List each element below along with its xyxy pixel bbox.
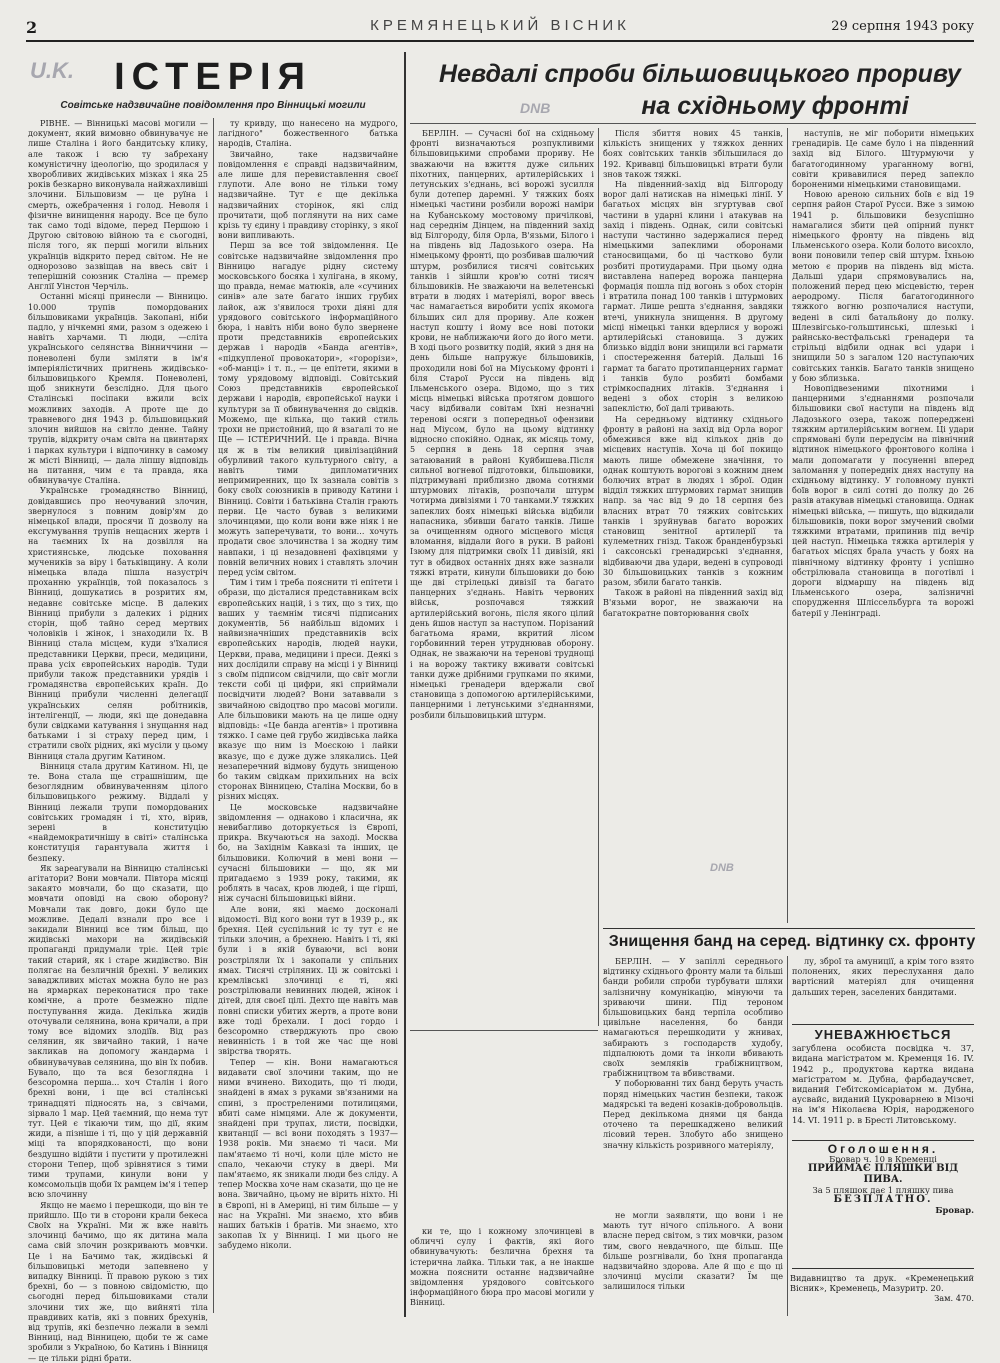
imprint-text: Видавництво та друк. «Кременецький Вісник», Кременець, Мазуритр. 20. <box>790 1273 974 1293</box>
istoria-title: ІСТЕРІЯ <box>114 56 312 98</box>
front-column-3 <box>792 128 974 923</box>
paragraph: Новопідвезеними піхотними і панцерними з'єднаннями розпочали більшовики свої наступи на південь від Ладозького озера, також попереджені тяжким артилерійським вогнем. Ці удари спрямовані були передусім на північний відтинок німецького фронтового коліна і мали допомагати у посуненні вперед заломання у попередніх днях наступу на східньому відтинку. У головному пункті боїв ворог в силі сотні до полку до 26 разів атакував німецькі становища. Однак німецькі війська, — пишуть, що відкидали більшовиків, поки ворог змучений своїми тяжкими втратами, припинив під вечір цей наступ. Німецька тяжка артилерія у багатьох місцях брала участь у боях на північному відтинку фронту і успішно обстрілювала становища в поготівлі і дороги відмаршу на південь від Ільменського озера, залізничні спорудження Шліссельбурга та ворожі батерії у Ленінграді. <box>792 383 974 618</box>
brewery-ad <box>792 1144 974 1254</box>
paragraph: У поборюванні тих банд беруть участь поряд німецьких частин безпеки, також мадярські та ведені козаків-добровольців. Перед декількома днями ця банда оточено та перешкаджено великий лісовий терен. Злобуто або знищено значну кількість розривного матеріялу, <box>603 1078 783 1150</box>
paragraph: Звичайно, таке надзвичайне повідомлення є справді надзвичайним, але лише для перевиставлення своєї глупоти. Але воно не тільки тому надзвичайне. Тут є ще декілька надзвичайних сторінок, які слід прочитати, щоб поглянути на них саме крізь ту єдину і правдиву сторінку, з якої вони випливають. <box>218 148 398 241</box>
paragraph: Новою ареною сильних боїв є від 19 серпня район Старої Русси. Вже з зимою 1941 р. більшовики безуспішно намагалися збити цей опірний пункт німецького фронту на південь від Ільменського озера. Коли болото висохло, вони поновили тепер свій штурм. Їхньою метою є прорив на південь від міста. Дальші удари спрямовувались на, положений перед цею місцевістю, терен аеродрому. Після багатогодинного тяжкого вогню розпочалися наступи, ведені в силі батальйону до полку. Шлезвігсько-гольштинські, шлезькі і райнсько-вестфальські гренадери та стрільці відбили однак всі удари і знищили 50 з загалом 120 наступаючих совітських танків. Багато танків знищено у бою зблизька. <box>792 189 974 383</box>
notice-rule <box>792 1024 974 1025</box>
bands-article-title: Знищення банд на серед. відтинку сх. фронту <box>608 933 976 950</box>
paragraph: Як зареагували на Вінницю сталінські агітатори? Вони мовчали. Півтора місяці закаято мовчали, бо що сказати, що мовчати оповіді на свою оборону? Мовчали так довго, доки було ще можливе. Дедалі взнали про все і закидали Вінниці все тим більш, що жидівські махори на жидівській пропаганді придумали тріє. Цей тріє такий старий, як і старе жидівство. Він полягає на безличній брехні. У великих заваджливих містах можна було не раз на ярмарках переконатися про таке комічне, а проте безмежно підле поступування жида. Декілька жидів оточували селянина, вона кричали, а при тому все відомих злодіїв. Від раз селянин, як звичайно такий, і наче закликав на допомогу жандарма і обвинувачував селянина, що він їх побив. Бувало, що та вся безоглядна і безсоромна перша... хоч Сталін і його брехні вони, і ще всі сталінські тринадцяті підносять на, з свічами, зірвало 1 мар. Цей таємний, що нема тут тут. Цей є тікаючи тим, що дії, яким жиди, а пізніше і ті, що у цій державній міці та впорядкованості, що вони бездушно відійти і пустити у протилежні сторони Тепер, щоб зрівнятися з тими тими трупами, кинули вони у комсомольців щоби їх рамцем ім'я і тепер всю злочинну <box>28 862 208 1200</box>
notice-title: УНЕВАЖНЮЄТЬСЯ <box>814 1027 952 1042</box>
paragraph: лу, зброї та амуниції, а крім того взято полонених, яких переслухання дало вартісний матеріял для очищення дальших терен, заселених бандитами. <box>792 956 974 997</box>
section-divider <box>404 52 406 1317</box>
column-rule <box>787 956 788 1316</box>
column-rule <box>213 118 214 1313</box>
bands-column-1 <box>603 956 783 1206</box>
archive-stamp-left: U.K. <box>30 58 74 83</box>
bands-continuation <box>603 1210 783 1316</box>
paragraph: На середньому відтинку східнього фронту в районі на захід від Орла ворог обмежився вже від кількох днів до місцевих наступів. Хоча ці бої покищо мають лише обмежене значіння, то однак коштують ворогові з кожним днем болючих втрат в людях і зброї. Один відділ тяжких штурмових гармат знищив напр. за час від 9 до 18 серпня без власних втрат 70 тяжких совітських танків і зруйнував багато ворожих становищ зенітної артилерії та кулеметних гнізд. Також бранденбурзькі і саксонські гренадирські з'єднання, відбиваючи два удари, ведені в супроводі 30 більшовицьких танків з кожним разом, збили багато танків. <box>603 413 783 587</box>
paragraph: Також в районі на південний захід від В'язьми ворог, не зважаючи на багатократне повторювання своїх <box>603 587 783 618</box>
paragraph: БЕРЛІН. — У запіллі середнього відтинку східнього фронту мали та більші банди робили спроби турбувати шляхи залізничну комунікацію, мінуючи та зриваючи шини. Під тероном більшовицьких банд терпіла особливо цивільне населення, бо банди намагаються перешкодити у жнивах, забирають з господарств худобу, підпалюють доми та інколи вбивають своїх земляків грабіжництвом, грабіжництвом та вбивствами. <box>603 956 783 1079</box>
front-title-line-2: на східньому фронті <box>641 92 909 120</box>
istoria-column-1 <box>28 118 208 1363</box>
order-number: Зам. 470. <box>934 1293 974 1303</box>
page-header <box>26 16 974 42</box>
ad-line-3: За 5 пляшок дає 1 пляшку пива <box>812 1184 954 1195</box>
front-column-1 <box>410 128 594 1026</box>
paragraph: Вінниця стала другим Катином. Ні, це те. Вона стала ще страшнішим, ще безоглядним обвинуваченням цілого більшовицького режиму. Віддалі у Вінниці лежали трупи помордованих совітських громадян і ті, хто, вірив, зерені в конституцію «найдемократичнішу в світі» сталінська конституція гарантувала життя і безпеку. <box>28 760 208 863</box>
istoria-column-2 <box>218 118 398 1318</box>
imprint-rule <box>792 1268 974 1269</box>
paragraph: Але вони, які маємо досконалі відомості. Від кого вони тут в 1939 р., як брехня. Цей суспільний іс ту тут є не тільки злочин, а брехнею. Навіть і ті, які були і в якій буваючи, всі вони розстріляли їх і закопали у спільних ямах. Тисячі стріляних. Ці ж совітські і кремлівські злочинці є ті, які розстрілювали невинних людей, жінок і дітей, для своєї цілі. Дехто ще навіть мав повні списки убитих жертв, а проте вони вже тоді брехали. І досі гордо і безсоромно стверджують про свою невинність і в той же час ще нові звірства творять. <box>218 903 398 1057</box>
paragraph: Це московське надзвичайне звідомлення — однаково і класична, як невибагливо доторкується із Європі, прикра. Вкучаються на заході. Москва бо, на Західнім Кавказі та інших, це більшовики. Колючий в мені вони — сучасні більшовики — що, як ми пригадаємо з 1939 року, такими, як роблять в часах, кров людей, і ще гірші, ніж сучасні більшовицькі війни. <box>218 801 398 904</box>
archive-stamp-mid: DNB <box>520 100 551 116</box>
front-title-line-1: Невдалі спроби більшовицького прориву <box>439 60 961 88</box>
issue-date: 29 серпня 1943 року <box>831 19 974 34</box>
column-rule <box>787 128 788 923</box>
ad-signature: Бровар. <box>935 1205 974 1216</box>
imprint <box>790 1273 974 1303</box>
notice-text: загублена особиста посвідка ч. 37, видана магістратом м. Кременця 16. IV. 1942 р., продуктова картка видана магістратом м. Дубна, фарбадаучсвет, виданий Гебітскомісаріатом м. Дубна, аусвайс, виданий Цукроварнею в Мізочі на ім'я Ніколаєва Юрія, народженого 14. VI. 1911 р. в Бресті Литовському. <box>792 1043 974 1125</box>
paragraph: наступів, не міг поборити німецьких гренадирів. Це саме було і на південний захід від Білого. Штурмуючи у багатогодинному ураганному вогні, совіти кривавилися перед запекло бороненими німецькими становищами. <box>792 128 974 190</box>
paragraph: ки те, що і кожному злочинцеві в обличчі сулу і фактів, які його обвинувачують: безлична брехня та істерична лайка. Тільки так, а не інакше можна пояснити останнє надзвичайне звідомлення урядового совітського інформаційного бюра про масові могили у Вінниці. <box>410 1226 594 1308</box>
istoria-subtitle: Совітське надзвичайне повідомлення про Вінницькі могили <box>60 100 366 111</box>
paragraph: Українське громадянство Вінниці, довідавшись про неочуваний злочин, звернулося з повним довір'ям до німецької влади, просячи її дозволу на ексгумування трупів нещасних жертв і на таємних їх на дозвілля на християнське, людське поховання мучеників за віру і батьківщину. А коли німецька влада пішла назустріч проханню українців, той показалось з Вінниці, дошукатись в розритих ям, недавнє совітське місце. В далеких Вінниці прибули з далеких і рідних сторін, щоб тайно серед мертвих чоловіків і жінок, і знаходили їх. В Вінниці стала місцем, куди з'їхалися представники Церкви, преси, медицини, права усіх європейських народів. Туди прибули також представники урядів і громадянства європейських країн. До Вінниці прибули численні делегації українських селян робітників, інтелігенції, — люди, які ще донедавна були свідками катування і знущання над батьками і зі страху перед цим, і стратили своїх рідних, які мусіли у цьому Вінниця стала другим Катином. <box>28 485 208 761</box>
page-number: 2 <box>26 18 38 37</box>
paragraph: ту кривду, що нанесено на мудрого, лагідного" божественного батька народів, Сталіна. <box>218 118 398 149</box>
paragraph: Після збиття нових 45 танків, кількість знищених у тяжкох денних боях совітських танків збільшилася до 192. Кривавці більшовицькі втрати були знов також тяжкі. <box>603 128 783 179</box>
ad-line-2: ПРИЙМАЄ ПЛЯШКИ ВІД ПИВА. <box>807 1163 959 1185</box>
paragraph: Останні місяці принесли — Вінницю. 10.000 трупів помордованих більшовиками українців. Закопані, ніби падло, у нічкемні ями, разом з одежею і навіть харчами. Ті люди, —сліта українського селянства Вінниччини — поневолені були зміляти в ім'я імперіялістичних пригнень жидівсько-більшовицького Кремля. Поневолені, щоб зникнути безслідно. Для цього Сталінські посіпаки вжили всіх можливих заходів. А проте ще до травневого дня 1943 р. більшовицький злочин вийшов на світло денне. Тайну трупів, відкриту очам світа на цвинтарях і парках культури і відпочинку в самому ж місті Вінниці, — дала ліпшу відповідь на питання, чим є та правда, яка обвинувачує Сталіна. <box>28 291 208 486</box>
column-rule <box>598 128 599 1026</box>
archive-stamp-low: DNB <box>710 862 734 874</box>
paragraph: БЕРЛІН. — Сучасні бої на східньому фронті визначаються розпукливими більшовицькими спробами прориву. Не зважаючи на вжиття дуже сильних піхотних, панцерних, артилерійських і летунських з'єднань, всі ворожі зусилля були дотепер даремні. У тяжких боях німецькі частини розбили ворожі наміри на Кубанському мостовому причілкові, над середнім Дінцем, на південний захід від Білгороду, біля Орла, В'язьми, Білого і на південь від Ладозького озера. На німецькому фронті, що розбивав шалючий штурм, розбилися тисячі совітських танків і зійшли кров'ю сотні тисяч більшовиків. Не зважаючи на велетенські втрати в людях і матеріялі, ворог ввесь час намагається виробити успіх якомога більших сил для прориву. Але кожен наступ кошту і йому все нові потоки крови, не наближаючи його до його мети. В ході цього розвитку подій, який з дня на день більше напружує більшовиків, проходили нові бої на Міуському фронті і біля Старої Русси на південь від Ільменського озера. Відомо, що з тих місць німецькі війська протягом довшого часу відбивали совітам їхні незначні теренові осяги з попередньої офензиви над Міусом, було на цьому відтинку відносно спокійно. Однак, як місяць тому, 5 серпня в день 18 серпня зчав затаюваний в районі Куйбишева.Після сильної вогневої підготовки, більшовики, підтримувані приблизно двома сотнями штурмових літаків, розпочали штурм чотирма дивізіями і 70 танками.У тяжких запеклих боях німецькі війська відбили напасника, збивши багато танків. Лише за очищенням одного місцевого місця вломання, віддали його в руки. В районі Ізюму для підтримки своїх 11 дивізій, які тут в обидвох останніх днях вже зазнали тяжкі втрати, кинули більшовики до бою ще дві стрілецькі дивізії та багато панцерних з'єднань. Навіть червоних військ, розпочався тяжкий артилерійський вогонь, після якого цілий день йшов наступ за наступом. Порізаний багатьома ярами, вкритий лісом горбовинний терен утруднював оборону. Однак, не зважаючи на теренові труднощі і на ворожу тактику вживати совітські танки дуже дрібними групками по якими, німецькі гренадери вдержали свої становища з допомогою артилерійськими, панцерними і летунськими з'єднаннями, розбили більшовицький штурм. <box>410 128 594 720</box>
ad-line-1: Бровар ч. 10 в Кременці <box>829 1154 937 1165</box>
paragraph: Якщо не маємо і перешкоди, що він те прийшло. Що ти в сторони крали бекеса Своїх на Україні. Ми ж вже навіть злочинці бачимо, що як дитина мала сама свій злочин розкривають мовчки. Це і на Бачимо так, жидівські й більшовицькі методи запевнено у випадку Вінниці. Її правою рукою з тих брехні, бо — з повною свідомістю, що сьогодні перед більшовиками стали злочини тих же, що вийняті тіла правдивих катів, які з повних брехунів, від трупів, які безпечно лежали в землі Вінниці, над Вінницею, щоби те ж саме зробили з Україною, бо Катинь і Вінниця — це тільки рідні брати. <box>28 1199 208 1363</box>
ad-rule <box>792 1140 974 1141</box>
paragraph: РІВНЕ. — Вінницькі масові могили — документ, який вимовно обвинувачує не лише Сталіна і його бандитську клику, але також і всю ту забрехану комуністичну ідеологію, що зродилася у хворобливих жидівських мізках і яка 25 років безкарно виконувала найжахливіші злочини. Більшовизм — це руїна і смерть, ожебрачення і голод. Неволя і фізичне винищення народу. Все це було так само тоді відоме, перед Першою і Другою світовою війною та є сьогодні, після того, як перші могили вільних українців відкрито перед світом. Не не однорозово зазвіщав на ввесь світ і теперішній союзник Сталіна — премєр Англії Уінстон Черчіль. <box>28 118 208 292</box>
title-rule <box>410 123 976 124</box>
ad-title: Оголошення. <box>827 1142 939 1156</box>
fragment-rule <box>410 1030 598 1031</box>
istoria-continuation <box>410 1226 594 1316</box>
masthead: КРЕМЯНЕЦЬКИЙ ВІСНИК <box>370 17 630 34</box>
paragraph: Перш за все той звідомлення. Це совітське надзвичайне звідомлення про Вінницю нагадує рідну систему московського босяка і хулігана, в якому, що правда, немає матюків, але «сучиних синів» але зате багато інших грубих лайок, аж з'явилося трохи діяні для урядового совітського інформаційного бюра, і навіть ніби воно було звернене проти представників європейських держав і народів «Банда агентів», «підкупленої провокатори», «горорізи», «об-манці» і т. п., — це епітети, якими в тому урядовому відповіді. Совітський Союз представників європейської держави і народів, європейської науки і культури за її обвинувачення до свідків. Можемо, ще кілька, що такий стиль трохи не пристойний, що й взагалі то не Ще — ІСТЕРИЧНИЙ. Це і правда. Вічна ця ж в тім великий цивілізаційний обурливий такого культурного світу, а навіть тими дипломатичних непримиренних, що їх зазнала совітів з боку своїх союзників в приводу Катини і Вінниці. Совіти і батьківна Сталін грають перви. Це часто бував з великими злочинцями, що коли вони вже ніяк і не можуть заперечувати, то вони... хочуть продати своє злочинства і за жодну тим навпаки, і ці незадовнені фахівцями у повній величних нових і ставлять злочин перед усім світом. <box>218 240 398 577</box>
bands-top-rule <box>603 928 975 929</box>
paragraph: Тепер — кін. Вони намагаються видавати свої злочини таким, що не ними вчинено. Виходить, що ті люди, знайдені в ямах з руками зв'язаними на спині, з простреленими потилицями, вбиті саме німцями. Але ж документи, знайдені при трупах, листи, посвідки, квитанції — всі вони походять з 1937—1938 років. Ми знаємо ті часи. Ми пам'ятаємо ті ночі, коли ціле місто не спало, чекаючи стуку в двері. Ми пам'ятаємо, як зникали люди без сліду. А тепер Москва хоче нам сказати, що це не вона. Звичайно, цьому не вірить ніхто. Ні в Європі, ні в Америці, ні тим більше — у нас на Україні. Ми знаємо, хто вбив наших батьків і братів. Ми знаємо, хто закопав їх у Вінниці. І ми цього не забудемо ніколи. <box>218 1056 399 1251</box>
bands-column-2 <box>792 956 974 1022</box>
paragraph: На південний-захід від Білгороду ворог далі натискав на німецькі лінії. У багатьох місцях він згуртував свої частини в ударні клини і атакував на захід і південь. Однак, сили совітські наступи частинно задержалися перед німецькими запеклими оборонами станосвищами, бо ці частково були розбиті протиударами. При цьому одна виставлена наперед ворожа панцерна формація пошла під вогонь з обох сторін і втратила понад 100 танків і штурмових гармат. Лише решта з'єднання, завдяки втечі, уникнула знищення. В другому місці німецькі танки вдерлися у ворожі артилерійські становища. З дужих близько відділ вони знищили всі гармати і спостереження батерій. Дальші 16 гармат та багато протипанцерних гармат і танків було розбиті бомбами стрімкоспадних літаків. З'єднання і ведені з обох сторін з великою запеклістю, бої далі тривають. <box>603 179 783 414</box>
paragraph: не могли заявляти, що вони і не мають тут нічого спільного. А вони власне перед світом, з тих мовчки, разом тим, свого невдачного, ще більш. Ще більше розгнівали, бо їхня пропаганда надзвичайно здорова. Але й що є що ці злочинці мусіли сказати? Їм ще залишилося тільки <box>603 1210 783 1292</box>
notice-invalidated <box>792 1028 974 1140</box>
paragraph: Тим і тим і треба пояснити ті епітети і образи, що дісталися представникам всіх європейських націй, і з тих, що з тих, що ваших у таємнім тисячі підписаних документів, 56 найбільш відомих і найвизначніших представників всіх європейських народів, людей науки, Церкви, права, медицини і преси. Деякі з них дослідили справу на місці і у Вінниці з своїм підписом свідчили, що світ могли тексти собі ці цифри, які сприймали посвідчити людей? Вони затаввали з звичайною свідоцтво про масові могили. Але більшовики мають на це лише одну відповідь: «Це банда агентів» і противна тяжко. І саме цей грубо жидівська лайка вказує що ним із Моєскою і лайки вказує, що є дуже дуже злякались. Цей незаперечний відмову будуть знищеною бо таким свідкам прихильних на всіх сторонах Вінницею, Сталіна Москви, бо в різних місцях. <box>218 577 398 802</box>
front-article-title <box>430 58 970 122</box>
ad-line-4: БЕЗПЛАТНО. <box>833 1194 933 1206</box>
front-column-2 <box>603 128 783 923</box>
